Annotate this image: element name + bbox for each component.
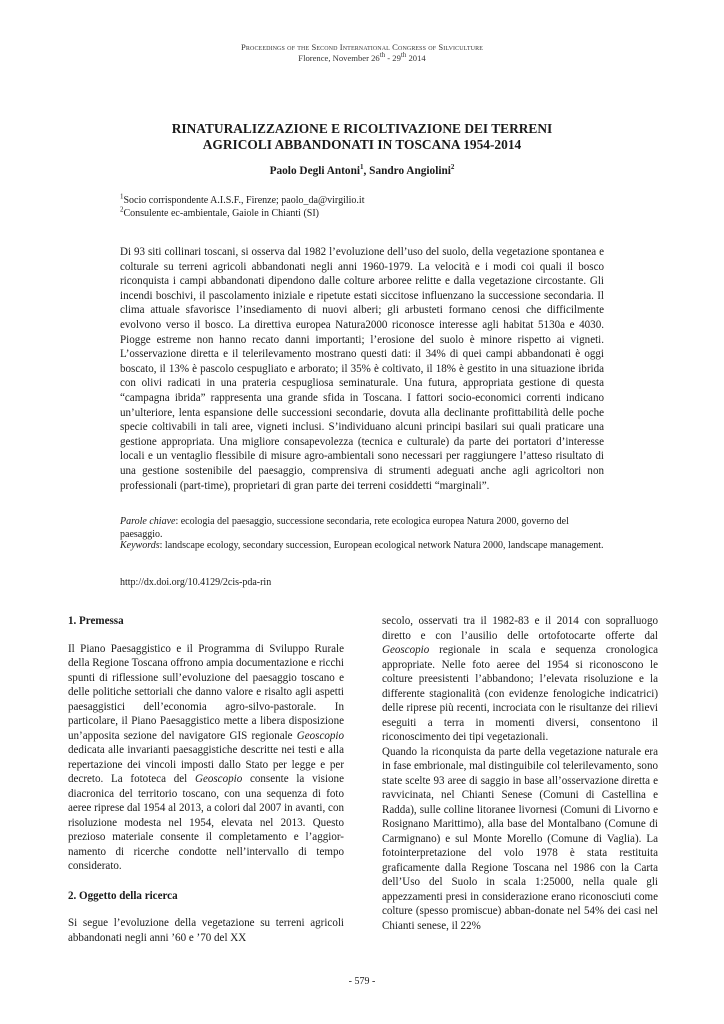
dates-mid: - 29 — [385, 53, 401, 63]
dates-suffix-2: th — [400, 51, 407, 60]
paper-title — [90, 121, 634, 153]
affiliation-1-text: Socio corrispondente A.I.S.F., Firenze; paolo_da@virgilio.it — [123, 195, 365, 206]
affiliation-1-marker: 1 — [120, 192, 124, 201]
affiliation-2 — [120, 205, 319, 221]
title-line-2: AGRICOLI ABBANDONATI IN TOSCANA 1954-2014 — [202, 137, 522, 152]
doi-link[interactable]: http://dx.doi.org/10.4129/2cis-pda-rin — [120, 577, 272, 588]
right-italic: Geoscopio — [382, 644, 430, 656]
right-text-a: secolo, osservati tra il 1982-83 e il 2014 con sopralluogo diretto e con l’ausilio delle ortofotocarte offerte dal — [382, 615, 658, 642]
affiliation-2-marker: 2 — [120, 205, 124, 214]
keywords-english — [120, 540, 604, 553]
premessa-text-a: Il Piano Paesaggistico e il Programma di Sviluppo Rurale della Regione Toscana offrono ampia documentazione e ricchi spunti di riflessione sull’evoluzione del paesaggio toscano e delle politiche settoriali che danno valore e risalto agli aspetti paesaggistici dell’economia agro-silvo-pastorale. In particolare, il Piano Paesaggistico mette a libera disposizione un’apposita sezione del navigatore GIS regionale — [68, 642, 344, 742]
keywords-english-text: : landscape ecology, secondary succession, European ecological network Natura 2000, landscape management. — [159, 540, 604, 551]
authors — [0, 165, 724, 177]
section-heading-premessa: 1. Premessa — [68, 615, 124, 627]
author-2-marker: 2 — [450, 163, 455, 172]
dates-start: Florence, November 26 — [298, 53, 380, 63]
keywords-italian — [120, 516, 604, 542]
premessa-text-b: dedicata alle invarianti paesaggistiche descritte nei testi e alla repertazione dei vincoli imposti dallo Stato per legge e per decreto. La fototeca del — [68, 744, 344, 785]
premessa-italic-2: Geoscopio — [194, 773, 243, 785]
paragraph-right-1 — [382, 614, 658, 745]
right-column — [382, 614, 658, 933]
proceedings-title: Proceedings of the Second International Congress of Silviculture — [241, 42, 483, 52]
conference-dates — [0, 53, 724, 64]
keywords-italian-label: Parole chiave — [120, 516, 176, 527]
paragraph-oggetto: Si segue l’evoluzione della vegetazione su terreni agricoli abbandonati negli anni ’60 e ’70 del XX — [68, 917, 344, 944]
section-heading-oggetto: 2. Oggetto della ricerca — [68, 889, 178, 902]
right-text-b: regionale in scala e sequenza cronologica appropriate. Nelle foto aeree del 1954 si riconoscono le colture preesistenti l’abbandono; l’elevata risoluzione e la differente stagionalità (con evidenze fenologiche indicatrici) delle riprese più recenti, incrociata con le risultanze dei rilievi eseguiti a terra in momenti diversi, consentono il riconoscimento dei tipi vegetazionali. — [382, 644, 658, 743]
dates-suffix-1: th — [379, 51, 386, 60]
author-1-marker: 1 — [360, 163, 364, 172]
affiliation-2-text: Consulente ec-ambientale, Gaiole in Chianti (SI) — [123, 208, 319, 219]
premessa-italic-1: Geoscopio — [296, 729, 344, 742]
page-number: - 579 - — [348, 976, 376, 987]
author-1: Paolo Degli Antoni — [269, 165, 360, 177]
author-2: Sandro Angiolini — [369, 165, 451, 177]
keywords-italian-text: : ecologia del paesaggio, successione secondaria, rete ecologica europea Natura 2000, governo del paesaggio. — [120, 516, 569, 540]
abstract: Di 93 siti collinari toscani, si osserva dal 1982 l’evoluzione dell’uso del suolo, della vegetazione spontanea e colturale su terreni agricoli abbandonati negli anni 1960-1979. La velocità e i modi coi quali il bosco riconquista i campi abbandonati dipendono dalle colture arboree relitte e dalla vegetazione circostante. Gli incendi boschivi, il pascolamento iniziale e ripetute estati siccitose influenzano la successione secondaria. Il clima attuale sfavorisce l’insediamento di nuovi alberi; gli arbusteti formano cenosi che difficilmente evolvono verso il bosco. La direttiva europea Natura2000 riconosce interesse agli habitat 5130a e 4030. Piogge estreme non hanno recato danni importanti; l’erosione del suolo è minore rispetto ai vigneti. L’osservazione diretta e il telerilevamento mostrano questi dati: il 34% di quei campi abbandonati è oggi boscato, il 13% è pascolo cespugliato e arborato; il 35% è coltivato, il 18% è gestito in una situazione ibrida con olivi radicati in una prateria cespugliosa seminaturale. Una futura, appropriata gestione di questa “campagna ibrida” rappresenta una grande sfida in Toscana. I fattori socio-economici correnti indicano un’ulteriore, lenta espansione delle successioni secondarie, dovuta alla declinante profittabilità delle poche specie coltivabili in tali aree, vigneti inclusi. S’individuano alcuni principi basilari sui quali praticare una gestione appropriata. Una migliore consapevolezza (tecnica e culturale) da parte dei portatori d’interesse locali e un ventaglio flessibile di misure agro-ambientali sono necessari per raggiungere l’atteso risultato di una gestione sostenibile del paesaggio, comprensiva di strumenti adeguati anche agli agricoltori non professionali (part-time), proprietari di gran parte dei terreni cosiddetti “marginali”. — [120, 246, 604, 492]
title-line-1: RINATURALIZZAZIONE E RICOLTIVAZIONE DEI TERRENI — [171, 121, 553, 136]
author-separator: , — [363, 165, 370, 177]
premessa-text-c: consente la visione diacronica del territorio toscano, con una sequenza di foto aeree riprese dal 1954 al 2013, a colori dal 2007 in avanti, con risoluzione modesta nel 1954, elevata nel 2013. Questo prezioso materiale consente il completamento e l’aggior-namento di ricerche condotte nell’intervallo di tempo considerato. — [68, 773, 344, 872]
paragraph-right-2: Quando la riconquista da parte della vegetazione naturale era in fase embrionale, mal distinguibile col telerilevamento, sono state scelte 93 aree di saggio in base all’osservazione diretta e ravvicinata, nel Chianti Senese (Comuni di Castellina e Radda), sulle colline litoranee livornesi (Comuni di Livorno e Rosignano Marittimo), alla base del Montalbano (Comune di Carmignano) e sul Monte Morello (Comune di Vaglia). La fotointerpretazione del volo 1978 è stata restituita graficamente dalla Regione Toscana nel 1986 con la Carta dell’Uso del Suolo in scala 1:25000, nella quale gli appezzamenti presi in considerazione erano riconosciuti come colture (spesso promiscue) abban-donate nel 54% dei casi nel Chianti senese, il 22% — [382, 745, 658, 932]
left-column — [68, 614, 344, 945]
dates-year: 2014 — [406, 53, 426, 63]
running-header — [0, 42, 724, 64]
paragraph-premessa — [68, 642, 344, 874]
keywords-english-label: Keywords — [120, 540, 160, 551]
affiliation-1 — [120, 192, 365, 208]
